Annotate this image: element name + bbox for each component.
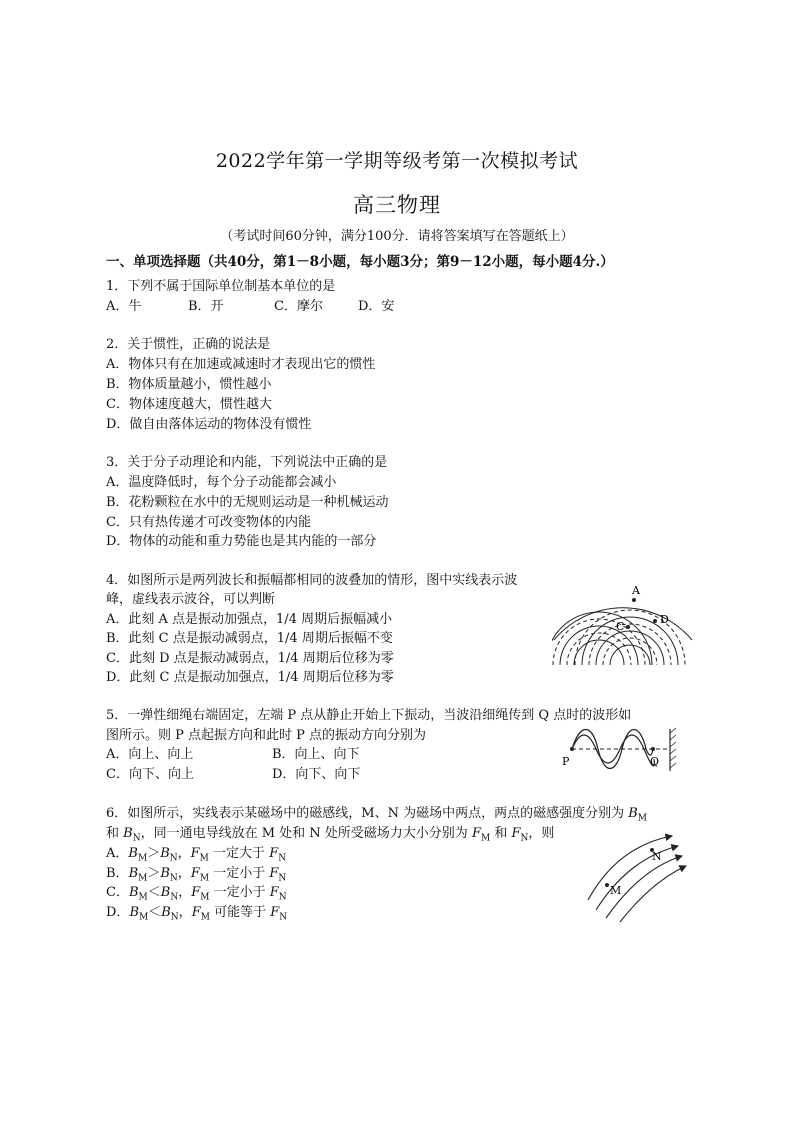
q6-option-d: D．$B_M<B_N$，$F_M$ 可能等于 $F_N$ — [106, 905, 288, 923]
q6-option-b: B．$B_M>B_N$，$F_M$ 一定小于 $F_N$ — [106, 866, 287, 884]
q3-stem: 3．关于分子动理论和内能，下列说法中正确的是 — [106, 455, 388, 470]
q1-stem: 1．下列不属于国际单位制基本单位的是 — [106, 279, 336, 294]
q6-option-c: C．$B_M<B_N$，$F_M$ 一定小于 $F_N$ — [106, 885, 287, 903]
q4-stem-line1: 4．如图所示是两列波长和振幅都相同的波叠加的情形，图中实线表示波 — [106, 573, 518, 588]
q4-option-b: B．此刻 C 点是振动减弱点，1/4 周期后振幅不变 — [106, 631, 393, 646]
q3-option-b: B．花粉颗粒在水中的无规则运动是一种机械运动 — [106, 495, 389, 510]
q6-stem-line1: 6．如图所示，实线表示某磁场中的磁感线，M、N 为磁场中两点，两点的磁感强度分别为 $B_M$ — [106, 806, 648, 824]
q6-stem-line2: 和 $B_N$，同一通电导线放在 M 处和 N 处所受磁场力大小分别为 $F_M$ 和 $F_N$，则 — [106, 826, 555, 844]
q1-option-a: A．牛 — [106, 299, 142, 314]
subject-title: 高三物理 — [353, 193, 441, 217]
section-heading: 一、单项选择题（共40分，第1－8小题，每小题3分；第9－12小题，每小题4分.） — [106, 254, 614, 270]
q2-option-d: D．做自由落体运动的物体没有惯性 — [106, 417, 312, 432]
q4-option-a: A．此刻 A 点是振动加强点，1/4 周期后振幅减小 — [106, 612, 393, 627]
q1-option-c: C．摩尔 — [274, 299, 323, 314]
q2-option-c: C．物体速度越大，惯性越大 — [106, 397, 272, 412]
rope-wave-figure — [558, 725, 688, 775]
q3-option-c: C．只有热传递才可改变物体的内能 — [106, 515, 311, 530]
q6-option-a: A．$B_M>B_N$，$F_M$ 一定大于 $F_N$ — [106, 846, 287, 864]
magnetic-field-figure — [580, 830, 690, 925]
q1-option-b: B．开 — [188, 299, 224, 314]
q2-stem: 2．关于惯性，正确的说法是 — [106, 337, 271, 352]
q3-option-a: A．温度降低时，每个分子动能都会减小 — [106, 475, 337, 490]
q5-option-c: C．向下、向上 — [106, 767, 194, 782]
q2-option-b: B．物体质量越小，惯性越小 — [106, 377, 272, 392]
q5-stem-line1: 5．一弹性细绳右端固定，左端 P 点从静止开始上下振动，当波沿细绳传到 Q 点时的波形如 — [106, 708, 632, 723]
exam-note: （考试时间60分钟，满分100分．请将答案填写在答题纸上） — [220, 229, 574, 244]
q4-option-d: D．此刻 C 点是振动加强点，1/4 周期后位移为零 — [106, 670, 394, 685]
wave-interference-figure — [552, 580, 702, 680]
q4-option-c: C．此刻 D 点是振动减弱点，1/4 周期后位移为零 — [106, 651, 394, 666]
label-p: P — [562, 755, 570, 768]
q5-option-b: B．向上、向下 — [272, 747, 360, 762]
label-a: A — [632, 584, 640, 597]
q5-option-d: D．向下、向下 — [272, 767, 361, 782]
q4-stem-line2: 峰，虚线表示波谷，可以判断 — [106, 592, 276, 607]
q5-option-a: A．向上、向上 — [106, 747, 194, 762]
label-m: M — [610, 884, 622, 897]
label-c: C — [616, 620, 625, 633]
q5-stem-line2: 图所示。则 P 点起振方向和此时 P 点的振动方向分别为 — [106, 728, 427, 743]
label-q: Q — [650, 755, 660, 768]
q3-option-d: D．物体的动能和重力势能也是其内能的一部分 — [106, 534, 377, 549]
exam-title: 2022学年第一学期等级考第一次模拟考试 — [215, 150, 579, 172]
q1-option-d: D．安 — [358, 299, 395, 314]
label-n: N — [652, 850, 662, 863]
label-d: D — [660, 613, 669, 626]
q2-option-a: A．物体只有在加速或减速时才表现出它的惯性 — [106, 357, 376, 372]
